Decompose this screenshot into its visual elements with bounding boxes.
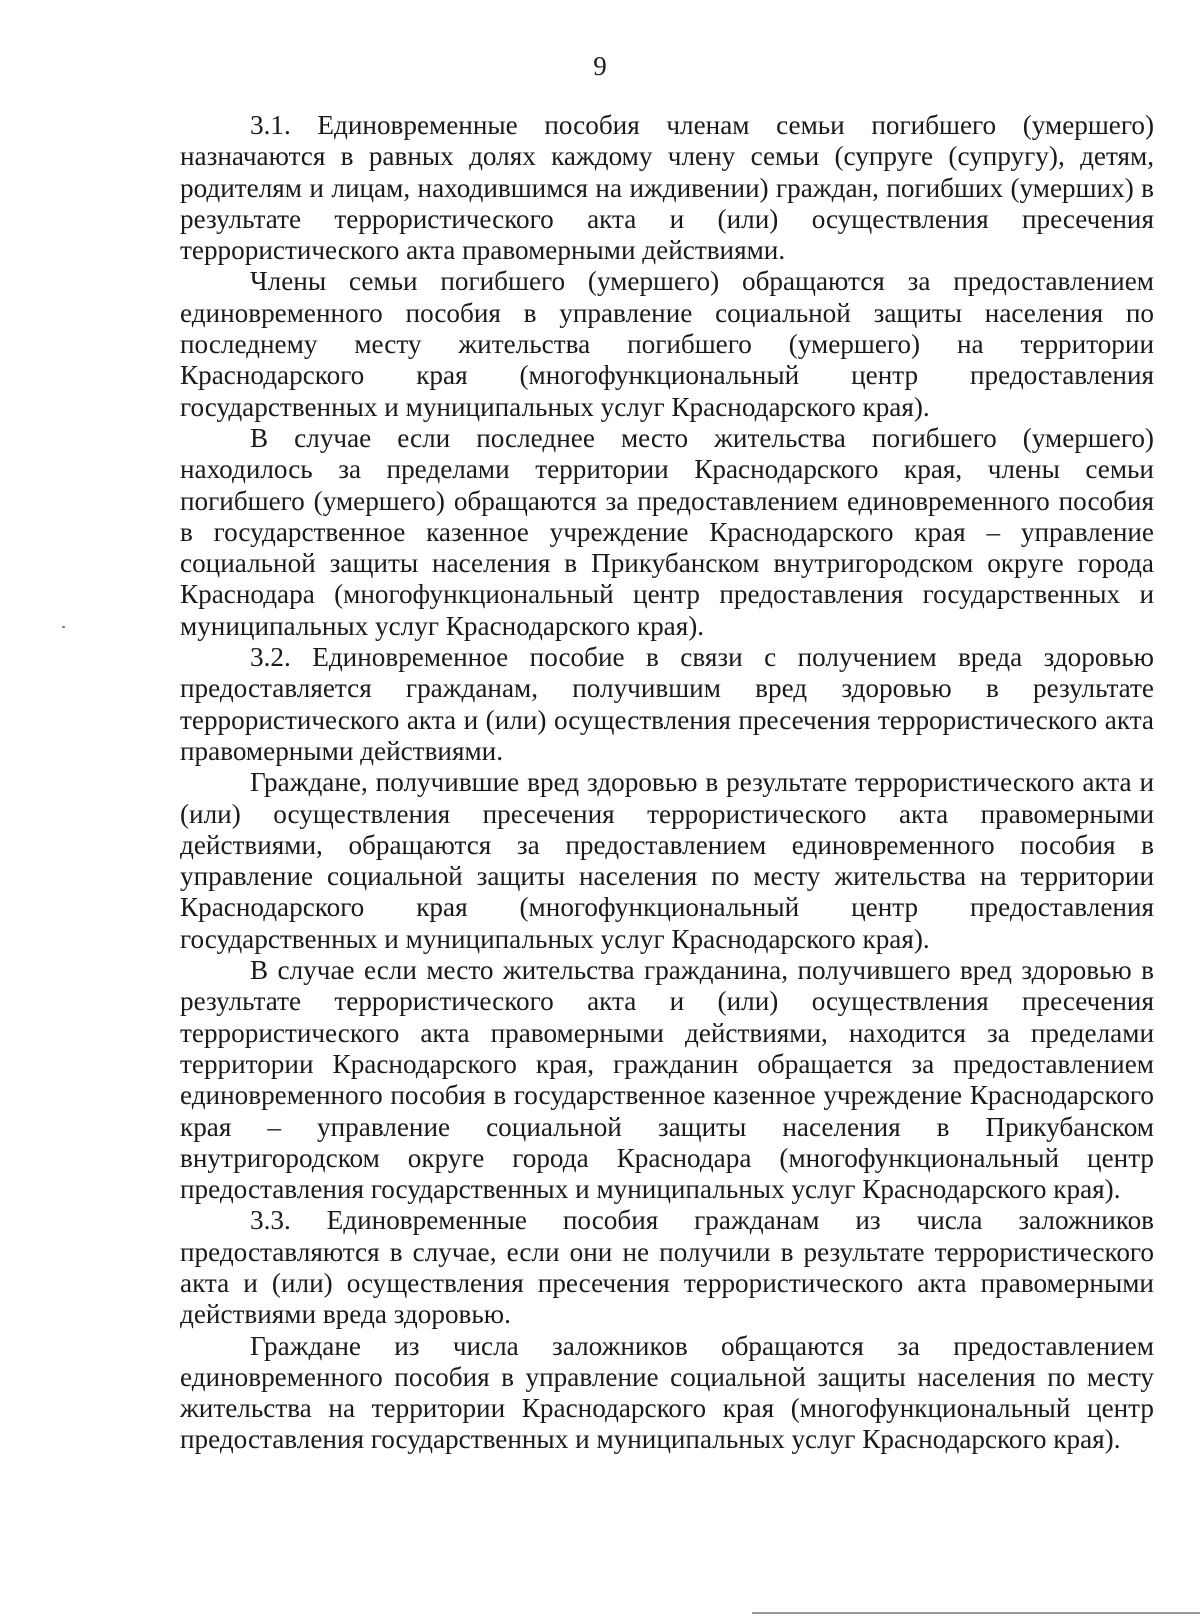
paragraph-injured-apply: Граждане, получившие вред здоровью в результате террористического акта и (или) осуществления пресечения террористического акта правомерными действиями, обращаются за предоставлением единовременного пособия в управление социальной защиты населения по месту жительства на территории Краснодарского края (многофункциональный центр предоставления государственных и муниципальных услуг Краснодарского края).	[180, 767, 1154, 954]
paragraph-3-2: 3.2. Единовременное пособие в связи с получением вреда здоровью предоставляется гражданам, получившим вред здоровью в результате террористического акта и (или) осуществления пресечения террористического акта правомерными действиями.	[180, 642, 1154, 766]
paragraph-family-apply: Члены семьи погибшего (умершего) обращаются за предоставлением единовременного пособия в управление социальной защиты населения по последнему месту жительства погибшего (умершего) на территории Краснодарского края (многофункциональный центр предоставления государственных и муниципальных услуг Краснодарского края).	[180, 266, 1154, 422]
paragraph-family-outside-region: В случае если последнее место жительства погибшего (умершего) находилось за пределами территории Краснодарского края, члены семьи погибшего (умершего) обращаются за предоставлением единовременного пособия в государственное казенное учреждение Краснодарского края – управление социальной защиты населения в Прикубанском внутригородском округе города Краснодара (многофункциональный центр предоставления государственных и муниципальных услуг Краснодарского края).	[180, 422, 1154, 641]
paragraph-3-3: 3.3. Единовременные пособия гражданам из числа заложников предоставляются в случае, если они не получили в результате террористического акта и (или) осуществления пресечения террористического акта правомерными действиями вреда здоровью.	[180, 1205, 1154, 1330]
paragraph-3-1: 3.1. Единовременные пособия членам семьи погибшего (умершего) назначаются в равных долях каждому члену семьи (супруге (супругу), детям, родителям и лицам, находившимся на иждивении) граждан, погибших (умерших) в результате террористического акта и (или) осуществления пресечения террористического акта правомерными действиями.	[180, 110, 1154, 266]
paragraph-hostages-apply: Граждане из числа заложников обращаются за предоставлением единовременного пособия в управление социальной защиты населения по месту жительства на территории Краснодарского края (многофункциональный центр предоставления государственных и муниципальных услуг Краснодарского края).	[180, 1330, 1154, 1455]
scan-bottom-edge-line	[752, 1612, 1200, 1614]
page-number: 9	[593, 51, 607, 81]
paragraph-injured-outside-region: В случае если место жительства гражданина, получившего вред здоровью в результате террористического акта и (или) осуществления пресечения террористического акта правомерными действиями, находится за пределами территории Краснодарского края, гражданин обращается за предоставлением единовременного пособия в государственное казенное учреждение Краснодарского края – управление социальной защиты населения в Прикубанском внутригородском округе города Краснодара (многофункциональный центр предоставления государственных и муниципальных услуг Краснодарского края).	[180, 955, 1154, 1205]
scan-margin-mark	[62, 626, 65, 628]
document-body	[180, 110, 1154, 1456]
